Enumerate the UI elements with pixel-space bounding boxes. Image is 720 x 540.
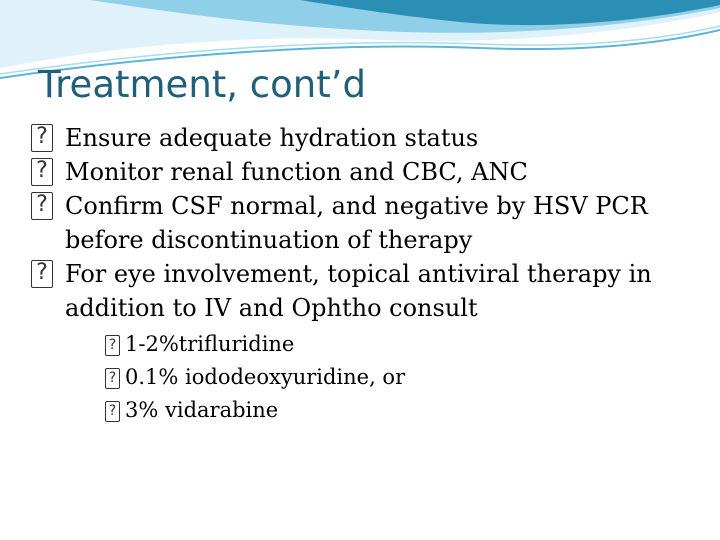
- bullet-marker-icon: ?: [31, 158, 53, 186]
- bullet-item: [31, 257, 691, 427]
- bullet-marker-icon: ?: [31, 260, 53, 288]
- bullet-item: [31, 189, 691, 257]
- bullet-marker-icon: ?: [31, 124, 53, 152]
- bullet-text: Monitor renal function and CBC, ANC: [65, 158, 528, 186]
- sub-bullet-item: [31, 361, 691, 394]
- sub-bullet-list: [31, 328, 691, 427]
- bullet-item: [31, 121, 691, 155]
- sub-bullet-marker-icon: ?: [105, 368, 120, 389]
- sub-bullet-marker-icon: ?: [105, 335, 120, 356]
- sub-bullet-item: [31, 394, 691, 427]
- bullet-list: [31, 121, 691, 427]
- sub-bullet-text: 0.1% iododeoxyuridine, or: [125, 365, 406, 389]
- slide-title: Treatment, cont’d: [38, 63, 366, 106]
- sub-bullet-text: 3% vidarabine: [125, 398, 279, 422]
- sub-bullet-item: [31, 328, 691, 361]
- bullet-text: For eye involvement, topical antiviral therapy in addition to IV and Ophtho consult: [65, 260, 652, 322]
- sub-bullet-marker-icon: ?: [105, 401, 120, 422]
- bullet-item: [31, 155, 691, 189]
- bullet-text: Ensure adequate hydration status: [65, 124, 479, 152]
- bullet-text: Confirm CSF normal, and negative by HSV PCR before discontinuation of therapy: [65, 192, 648, 254]
- bullet-marker-icon: ?: [31, 192, 53, 220]
- sub-bullet-text: 1-2%trifluridine: [125, 332, 295, 356]
